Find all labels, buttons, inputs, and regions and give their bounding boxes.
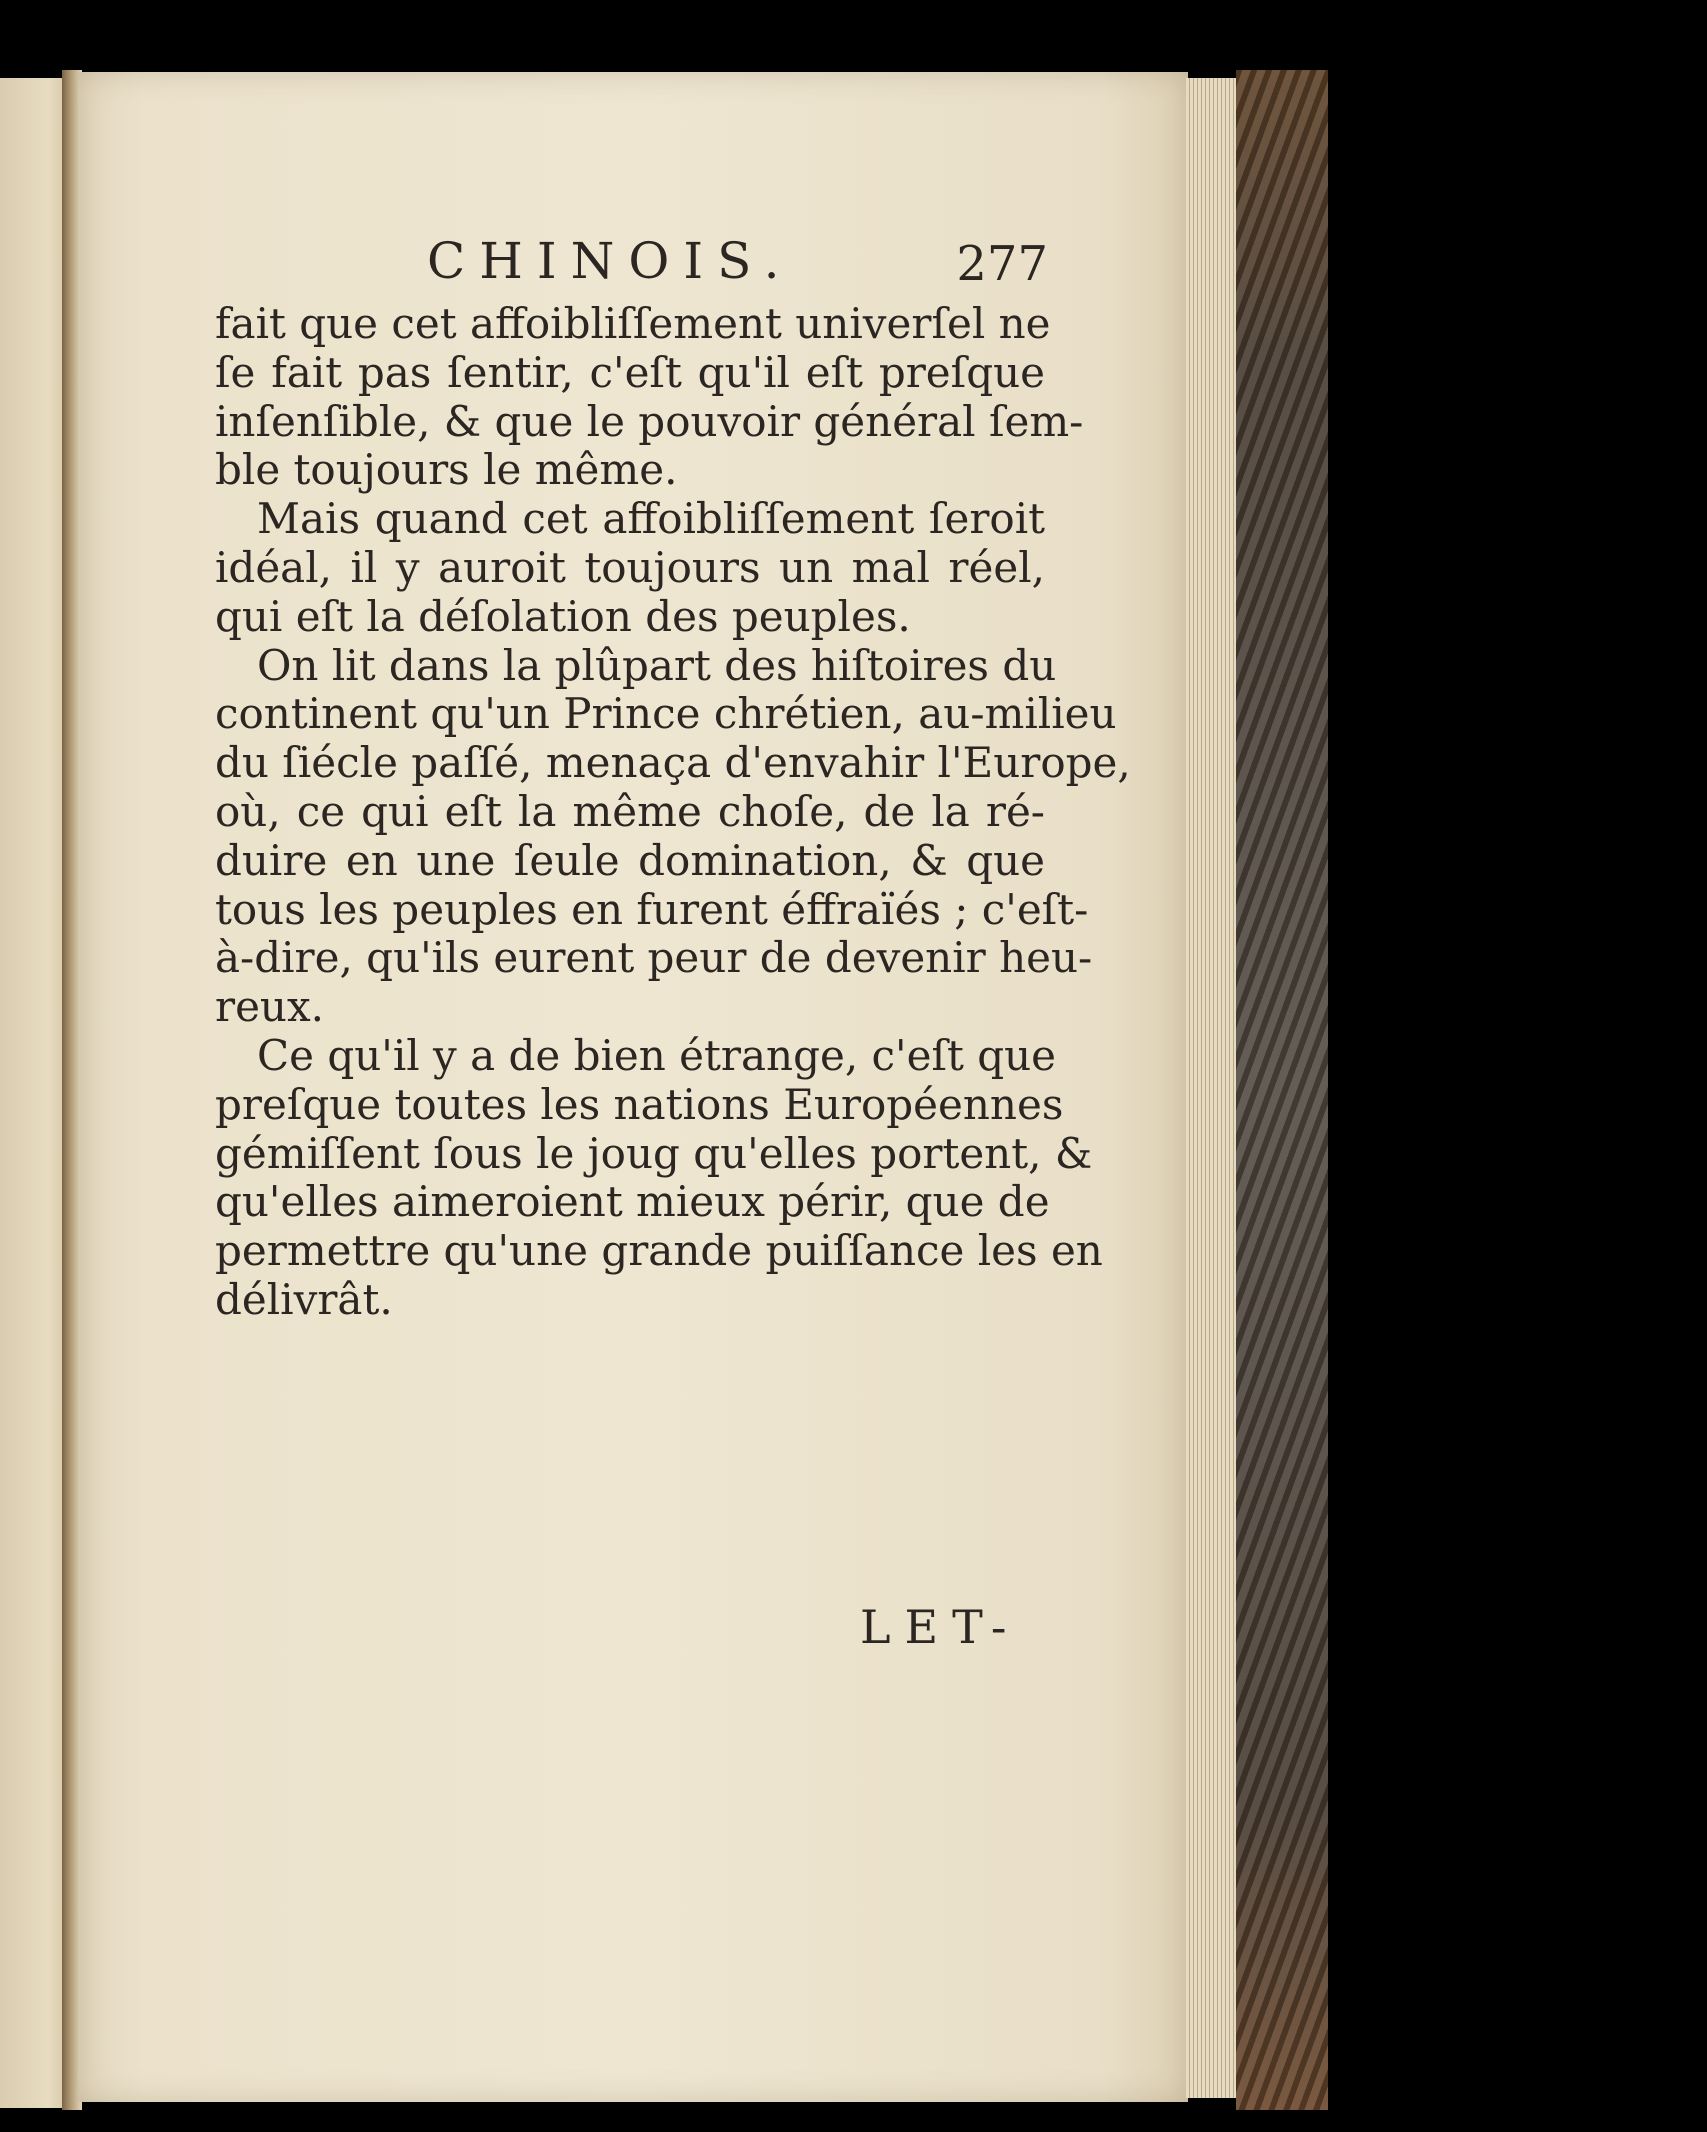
- text-line: qui eſt la déſolation des peuples.: [215, 591, 911, 641]
- text-line: reux.: [215, 982, 325, 1032]
- text-line: qu'elles aimeroient mieux périr, que de: [215, 1177, 1050, 1227]
- text-line: où, ce qui eſt la même choſe, de la ré-: [215, 786, 1045, 836]
- text-line: preſque toutes les nations Européennes: [215, 1079, 1064, 1129]
- text-line: tous les peuples en furent éffraïés ; c'eſt-: [215, 884, 1089, 934]
- text-line: à-dire, qu'ils eurent peur de devenir heu-: [215, 933, 1093, 983]
- page-block-edges: [1186, 78, 1236, 2098]
- text-line: idéal, il y auroit toujours un mal réel,: [215, 542, 1045, 592]
- running-head: CHINOIS.: [427, 232, 794, 290]
- text-line: délivrât.: [215, 1274, 393, 1324]
- paragraph: [215, 640, 1131, 1032]
- text-line: ſe fait pas ſentir, c'eſt qu'il eſt preſque: [215, 347, 1045, 397]
- page-number: 277: [956, 236, 1048, 292]
- text-line: fait que cet affoibliſſement univerſel ne: [215, 299, 1051, 348]
- text-line: Mais quand cet affoibliſſement ſeroit: [257, 494, 1045, 544]
- text-line: Ce qu'il y a de bien étrange, c'eſt que: [257, 1030, 1057, 1080]
- text-line: permettre qu'une grande puiſſance les en: [215, 1226, 1103, 1276]
- body-text: [215, 299, 1131, 1325]
- paragraph: [215, 1030, 1103, 1325]
- text-line: On lit dans la plûpart des hiſtoires du: [257, 640, 1057, 690]
- text-line: inſenſible, & que le pouvoir général ſem-: [215, 396, 1084, 446]
- text-line: ble toujours le même.: [215, 445, 678, 495]
- text-line: du ſiécle paſſé, menaça d'envahir l'Europe,: [215, 738, 1131, 788]
- paragraph: [215, 495, 1045, 641]
- text-line: continent qu'un Prince chrétien, au-milieu: [215, 689, 1117, 739]
- catchword: LET-: [860, 1600, 1021, 1654]
- text-line: gémiſſent ſous le joug qu'elles portent, &: [215, 1128, 1093, 1178]
- book-cover-edge: [1236, 70, 1328, 2110]
- page-header: [212, 232, 1052, 292]
- text-line: duire en une ſeule domination, & que: [215, 835, 1045, 885]
- paragraph: [215, 299, 1084, 495]
